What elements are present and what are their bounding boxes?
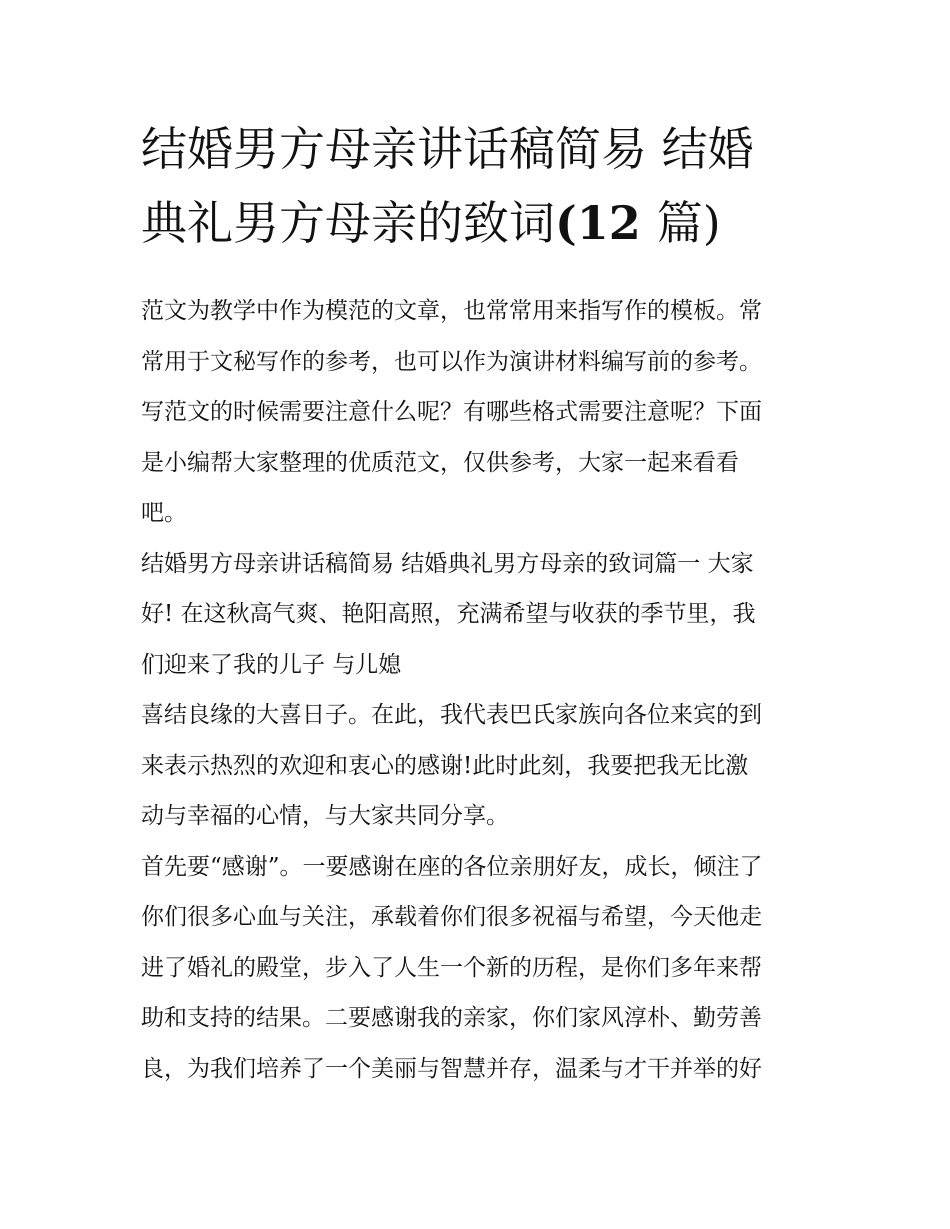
paragraph-line: 是小编帮大家整理的优质范文，仅供参考，大家一起来看看 [141, 449, 739, 476]
paragraph-line: 你们很多心血与关注，承载着你们很多祝福与希望，今天他走 [141, 904, 762, 930]
document-content [141, 112, 813, 1094]
paragraph-line: 良，为我们培养了一个美丽与智慧并存，温柔与才干并举的好 [141, 1055, 762, 1082]
paragraph-line: 动与幸福的心情，与大家共同分享。 [141, 803, 509, 829]
paragraph-line: 助和支持的结果。二要感谢我的亲家，你们家风淳朴、勤劳善 [141, 1005, 762, 1031]
title-count: (12 [555, 196, 657, 250]
paragraph-line: 常用于文秘写作的参考，也可以作为演讲材料编写前的参考。 [141, 348, 762, 375]
paragraph-intro [141, 286, 813, 539]
paragraph-line: 吧。 [141, 500, 187, 526]
title-line: 典礼男方母亲的致词(12 篇) [141, 196, 721, 250]
paragraph-line: 们迎来了我的儿子 与儿媳 [141, 651, 402, 678]
paragraph-line: 来表示热烈的欢迎和衷心的感谢!此时此刻，我要把我无比激 [141, 752, 749, 779]
paragraph-line: 结婚男方母亲讲话稿简易 结婚典礼男方母亲的致词篇一 大家 [141, 550, 754, 577]
paragraph-line: 喜结良缘的大喜日子。在此，我代表巴氏家族向各位来宾的到 [141, 702, 762, 728]
paragraph-line: 好! 在这秋高气爽、艳阳高照，充满希望与收获的季节里，我 [141, 601, 756, 627]
title-line: 结婚男方母亲讲话稿简易 结婚 [141, 122, 754, 176]
paragraph-line: 首先要“感谢”。一要感谢在座的各位亲朋好友，成长，倾注了 [141, 853, 763, 880]
paragraph-thanks [141, 842, 813, 1095]
document-body [141, 286, 813, 1094]
paragraph-welcome [141, 690, 813, 842]
paragraph-line: 写范文的时候需要注意什么呢？有哪些格式需要注意呢？下面 [141, 399, 762, 425]
paragraph-line: 范文为教学中作为模范的文章，也常常用来指写作的模板。常 [141, 298, 762, 324]
document-title [141, 112, 813, 260]
paragraph-line: 进了婚礼的殿堂，步入了人生一个新的历程，是你们多年来帮 [141, 954, 762, 981]
paragraph-speech-opening [141, 539, 813, 691]
